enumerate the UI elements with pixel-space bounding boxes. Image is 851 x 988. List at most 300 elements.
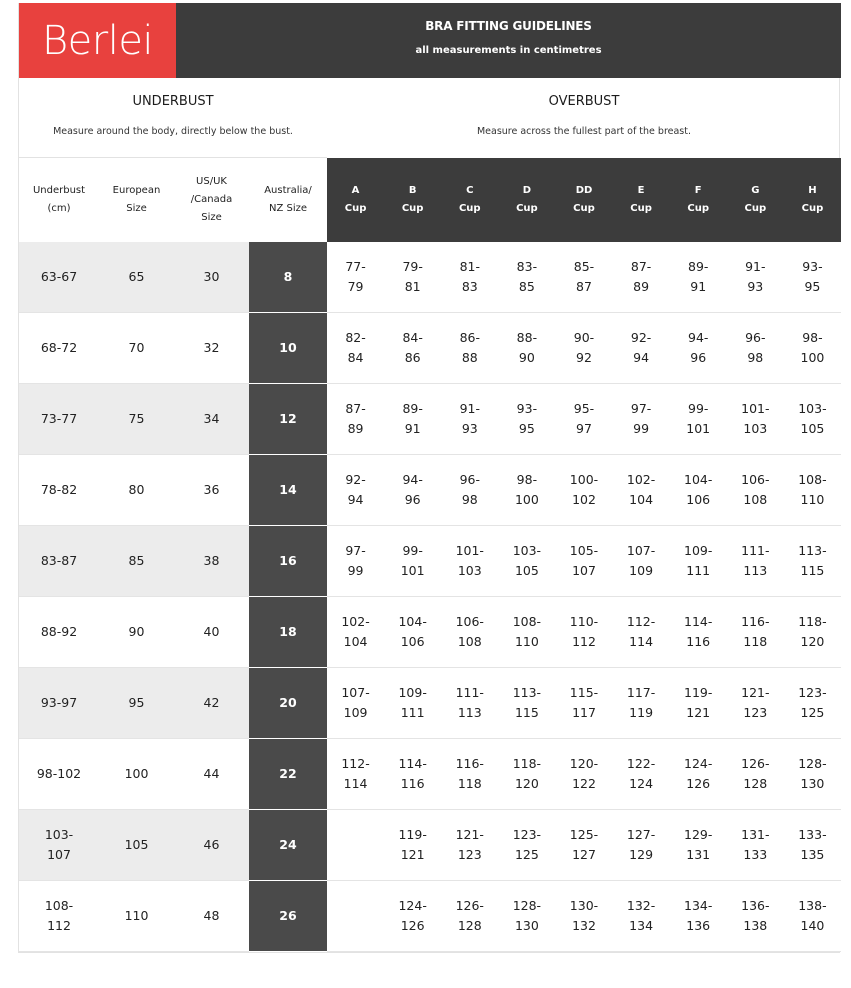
usuk-size-value: 38 (174, 526, 249, 597)
usuk-size-value: 36 (174, 455, 249, 526)
au-nz-size-value: 18 (249, 597, 327, 668)
overbust-range (384, 526, 441, 597)
cell-line: Cup (458, 203, 481, 214)
cell-line: 131 (686, 847, 711, 862)
overbust-range (613, 455, 670, 526)
au-nz-size-value: 26 (249, 881, 327, 952)
cell-line: DD (575, 185, 593, 196)
au-nz-size-value: 20 (249, 668, 327, 739)
cell-line: 116 (686, 634, 711, 649)
cell-line: 101- (741, 401, 770, 416)
cell-line: 108 (743, 492, 768, 507)
cell-line: 117 (572, 705, 596, 720)
cell-line: 123 (457, 847, 482, 862)
overbust-range (327, 668, 384, 739)
usuk-size-value: 46 (174, 810, 249, 881)
cell-line: 115 (800, 563, 825, 578)
cell-line: 135 (800, 847, 825, 862)
cell-line: Cup (744, 203, 767, 214)
cell-line: 93 (747, 279, 764, 294)
cell-line: 123- (798, 685, 827, 700)
cell-line: 118 (457, 776, 482, 791)
cell-line: 120 (800, 634, 825, 649)
cell-line: 89- (688, 259, 709, 274)
cell-line: 108- (512, 614, 542, 629)
overbust-range (670, 242, 727, 313)
cell-line: 94 (347, 492, 364, 507)
overbust-range (727, 384, 784, 455)
cell-line: 98-102 (36, 766, 82, 781)
cell-line: 84- (402, 330, 423, 345)
overbust-range (555, 668, 612, 739)
underbust-value (19, 597, 99, 668)
cell-line: Cup (801, 203, 824, 214)
cell-line: 127 (572, 847, 596, 862)
cell-line: 105 (514, 563, 539, 578)
fitting-guide-frame (18, 3, 840, 953)
overbust-range (784, 739, 841, 810)
cell-line: 98- (516, 472, 538, 487)
cell-line: 113 (743, 563, 768, 578)
size-chart-table (19, 158, 841, 952)
cell-line: 68-72 (40, 340, 78, 355)
cell-line: 138 (743, 918, 768, 933)
cell-line: 129 (629, 847, 654, 862)
cell-line: 63-67 (40, 269, 78, 284)
cell-line: 100 (800, 350, 825, 365)
cell-line: Australia/ (264, 185, 312, 196)
cell-line: 96 (690, 350, 707, 365)
overbust-range (441, 739, 498, 810)
cell-line: 79- (402, 259, 423, 274)
cell-line: 127- (626, 827, 656, 842)
usuk-size-value: 32 (174, 313, 249, 384)
cell-line: 104 (343, 634, 368, 649)
cell-line: 123- (512, 827, 542, 842)
overbust-range (384, 313, 441, 384)
overbust-range (441, 384, 498, 455)
overbust-range (441, 668, 498, 739)
cell-line: 83-87 (40, 553, 78, 568)
overbust-range (613, 810, 670, 881)
overbust-range (327, 384, 384, 455)
cell-line: 118 (743, 634, 768, 649)
overbust-range (613, 313, 670, 384)
european-size-value: 70 (99, 313, 174, 384)
overbust-range (670, 881, 727, 952)
overbust-range (327, 313, 384, 384)
cell-line: 98- (802, 330, 823, 345)
cell-line: 108- (798, 472, 827, 487)
european-size-value: 100 (99, 739, 174, 810)
cell-line: 79 (347, 279, 364, 294)
cell-line: B (408, 185, 417, 196)
overbust-range (670, 668, 727, 739)
cell-line: 103- (798, 401, 827, 416)
cell-line: 120- (569, 756, 599, 771)
european-size-value: 75 (99, 384, 174, 455)
cell-line: D (522, 185, 532, 196)
cell-line: 126 (686, 776, 711, 791)
european-size-value: 105 (99, 810, 174, 881)
european-size-value: 65 (99, 242, 174, 313)
cell-line: 99 (347, 563, 364, 578)
cell-line: 103 (457, 563, 482, 578)
usuk-size-value: 30 (174, 242, 249, 313)
header-cup (498, 158, 555, 242)
overbust-range (327, 810, 384, 881)
cell-line: 128 (457, 918, 482, 933)
overbust-range (784, 455, 841, 526)
overbust-range (441, 597, 498, 668)
cell-line: 85 (518, 279, 535, 294)
cell-line: 90 (518, 350, 535, 365)
cell-line: 125 (800, 705, 825, 720)
overbust-range (498, 455, 555, 526)
cell-line: 129- (684, 827, 713, 842)
cell-line: 106- (741, 472, 770, 487)
cell-line: 102- (341, 614, 370, 629)
guide-header (19, 3, 841, 78)
overbust-range (327, 597, 384, 668)
cell-line: 109 (629, 563, 654, 578)
overbust-range (327, 455, 384, 526)
european-size-value: 80 (99, 455, 174, 526)
cell-line: 82- (345, 330, 366, 345)
cell-line: 112 (572, 634, 596, 649)
cell-line: 85- (573, 259, 595, 274)
cell-line: 130 (514, 918, 539, 933)
cell-line: 132 (572, 918, 596, 933)
overbust-range (441, 313, 498, 384)
cell-line: 102- (626, 472, 656, 487)
overbust-range (784, 668, 841, 739)
underbust-value (19, 526, 99, 597)
cell-line: 121- (455, 827, 484, 842)
cell-line: 100- (569, 472, 599, 487)
overbust-range (555, 597, 612, 668)
cell-line: 113- (798, 543, 827, 558)
au-nz-size-value: 12 (249, 384, 327, 455)
overbust-range (384, 739, 441, 810)
header-european-size (99, 158, 174, 242)
cell-line: 91- (459, 401, 480, 416)
header-cup (555, 158, 612, 242)
usuk-size-value: 42 (174, 668, 249, 739)
overbust-range (555, 455, 612, 526)
overbust-range (727, 526, 784, 597)
cell-line: 103- (512, 543, 542, 558)
cell-line: 84 (347, 350, 364, 365)
cell-line: 93 (461, 421, 478, 436)
overbust-range (727, 668, 784, 739)
cell-line: 91 (404, 421, 421, 436)
cell-line: 121 (686, 705, 711, 720)
overbust-range (670, 739, 727, 810)
cell-line: 101 (686, 421, 711, 436)
cell-line: F (694, 185, 702, 196)
overbust-range (613, 739, 670, 810)
cell-line: 112- (626, 614, 656, 629)
cell-line: 120 (514, 776, 539, 791)
cell-line: 99 (633, 421, 650, 436)
au-nz-size-value: 22 (249, 739, 327, 810)
cell-line: 119- (684, 685, 713, 700)
cell-line: 140 (800, 918, 825, 933)
overbust-range (384, 810, 441, 881)
overbust-range (498, 881, 555, 952)
cell-line: 87- (630, 259, 652, 274)
cell-line: 104- (398, 614, 427, 629)
cell-line: 103- (44, 827, 74, 842)
usuk-size-value: 40 (174, 597, 249, 668)
cell-line: Underbust (32, 185, 86, 196)
overbust-description: Measure across the fullest part of the breast. (476, 126, 692, 137)
cell-line: 113 (457, 705, 482, 720)
overbust-range (613, 526, 670, 597)
overbust-range (613, 668, 670, 739)
cell-line: 93- (802, 259, 823, 274)
cell-line: 111 (400, 705, 425, 720)
overbust-range (498, 384, 555, 455)
overbust-range (498, 739, 555, 810)
overbust-range (784, 313, 841, 384)
cell-line: 119 (629, 705, 654, 720)
cell-line: 125 (514, 847, 539, 862)
cell-line: 77- (345, 259, 366, 274)
overbust-range (327, 881, 384, 952)
cell-line: Cup (516, 203, 538, 214)
overbust-range (784, 597, 841, 668)
header-cup (670, 158, 727, 242)
overbust-range (384, 384, 441, 455)
cell-line: 96- (745, 330, 766, 345)
overbust-range (555, 739, 612, 810)
cell-line: H (808, 185, 817, 196)
cell-line: 132- (626, 898, 656, 913)
cell-line: G (751, 185, 760, 196)
cell-line: 92- (345, 472, 366, 487)
cell-line: 133 (743, 847, 768, 862)
header-cup (727, 158, 784, 242)
cell-line: 88- (516, 330, 538, 345)
overbust-range (727, 242, 784, 313)
cell-line: 107- (341, 685, 370, 700)
cell-line: 108- (44, 898, 74, 913)
overbust-range (498, 526, 555, 597)
cell-line: 111- (741, 543, 770, 558)
cell-line: 94- (402, 472, 423, 487)
european-size-value: 95 (99, 668, 174, 739)
cell-line: 130- (569, 898, 599, 913)
cell-line: 91 (690, 279, 707, 294)
cell-line: Cup (630, 203, 652, 214)
overbust-range (384, 881, 441, 952)
cell-line: 97- (345, 543, 366, 558)
cell-line: 100 (514, 492, 539, 507)
cell-line: 116- (455, 756, 484, 771)
overbust-range (555, 526, 612, 597)
cell-line: European (112, 185, 161, 196)
cell-line: 106 (400, 634, 425, 649)
cell-line: /Canada (190, 194, 233, 205)
cell-line: 122- (626, 756, 656, 771)
cell-line: 96 (404, 492, 421, 507)
cell-line: 133- (798, 827, 827, 842)
cell-line: 115 (514, 705, 539, 720)
au-nz-size-value: 14 (249, 455, 327, 526)
cell-line: 113- (512, 685, 542, 700)
cell-line: 105- (569, 543, 599, 558)
cell-line: 110 (800, 492, 825, 507)
cell-line: 108 (457, 634, 482, 649)
overbust-range (613, 242, 670, 313)
underbust-value (19, 881, 99, 952)
overbust-range (498, 668, 555, 739)
cell-line: 114- (684, 614, 713, 629)
cell-line: 94- (688, 330, 709, 345)
overbust-range (727, 597, 784, 668)
overbust-range (498, 242, 555, 313)
overbust-range (727, 313, 784, 384)
overbust-range (670, 597, 727, 668)
cell-line: 118- (798, 614, 827, 629)
overbust-range (555, 313, 612, 384)
overbust-range (670, 810, 727, 881)
header-cup (441, 158, 498, 242)
cell-line: 107- (626, 543, 656, 558)
cell-line: C (466, 185, 474, 196)
au-nz-size-value: 10 (249, 313, 327, 384)
cell-line: 78-82 (40, 482, 78, 497)
cell-line: 112 (47, 918, 71, 933)
cell-line: 101 (400, 563, 425, 578)
overbust-range (327, 526, 384, 597)
overbust-range (327, 739, 384, 810)
underbust-description: Measure around the body, directly below the bust. (53, 126, 293, 137)
cell-line: 117- (626, 685, 656, 700)
underbust-value (19, 242, 99, 313)
cell-line: 114 (629, 634, 654, 649)
underbust-value (19, 739, 99, 810)
underbust-title: UNDERBUST (132, 94, 214, 109)
usuk-size-value: 48 (174, 881, 249, 952)
usuk-size-value: 44 (174, 739, 249, 810)
cell-line: 86 (404, 350, 421, 365)
overbust-range (498, 597, 555, 668)
cell-line: 126- (455, 898, 484, 913)
au-nz-size-value: 16 (249, 526, 327, 597)
cell-line: 81 (404, 279, 421, 294)
cell-line: 98 (461, 492, 478, 507)
overbust-range (441, 242, 498, 313)
cell-line: 115- (569, 685, 599, 700)
overbust-range (384, 242, 441, 313)
cell-line: 136- (741, 898, 770, 913)
overbust-range (441, 526, 498, 597)
cell-line: 104- (684, 472, 713, 487)
overbust-range (384, 455, 441, 526)
european-size-value: 90 (99, 597, 174, 668)
overbust-range (670, 526, 727, 597)
cell-line: 81- (459, 259, 480, 274)
cell-line: 128- (798, 756, 827, 771)
cell-line: US/UK (196, 176, 227, 187)
cell-line: 99- (688, 401, 709, 416)
cell-line: 107 (572, 563, 596, 578)
cell-line: 93-97 (40, 695, 78, 710)
cell-line: A (351, 185, 360, 196)
header-cup (327, 158, 384, 242)
cell-line: 104 (629, 492, 654, 507)
header-au-nz-size (249, 158, 327, 242)
underbust-value (19, 384, 99, 455)
cell-line: 110 (514, 634, 539, 649)
cell-line: Size (201, 212, 222, 223)
cell-line: Size (126, 203, 147, 214)
cell-line: 136 (686, 918, 711, 933)
cell-line: 97- (630, 401, 652, 416)
cell-line: 91- (745, 259, 766, 274)
overbust-title: OVERBUST (548, 94, 620, 109)
overbust-range (555, 881, 612, 952)
cell-line: 124 (629, 776, 654, 791)
header-cup (384, 158, 441, 242)
cell-line: 106- (455, 614, 484, 629)
header-usuk-size (174, 158, 249, 242)
overbust-range (498, 810, 555, 881)
cell-line: 125- (569, 827, 599, 842)
cell-line: 126 (400, 918, 425, 933)
cell-line: 116 (400, 776, 425, 791)
cell-line: 92- (630, 330, 652, 345)
cell-line: 131- (741, 827, 770, 842)
overbust-range (327, 242, 384, 313)
european-size-value: 110 (99, 881, 174, 952)
european-size-value: 85 (99, 526, 174, 597)
overbust-range (727, 810, 784, 881)
header-underbust (19, 158, 99, 242)
underbust-value (19, 455, 99, 526)
overbust-range (727, 881, 784, 952)
overbust-range (441, 881, 498, 952)
cell-line: 88-92 (40, 624, 78, 639)
cell-line: 119- (398, 827, 427, 842)
cell-line: 98 (747, 350, 764, 365)
overbust-range (555, 242, 612, 313)
overbust-range (727, 455, 784, 526)
cell-line: 121- (741, 685, 770, 700)
header-cup (613, 158, 670, 242)
cell-line: 109- (398, 685, 427, 700)
overbust-range (613, 384, 670, 455)
cell-line: 116- (741, 614, 770, 629)
overbust-range (670, 384, 727, 455)
cell-line: 111- (455, 685, 484, 700)
cell-line: Cup (687, 203, 710, 214)
overbust-range (441, 455, 498, 526)
cell-line: 128- (512, 898, 542, 913)
cell-line: 114 (343, 776, 368, 791)
cell-line: 94 (633, 350, 650, 365)
cell-line: 99- (402, 543, 423, 558)
cell-line: 97 (576, 421, 592, 436)
usuk-size-value: 34 (174, 384, 249, 455)
cell-line: 124- (398, 898, 427, 913)
cell-line: E (637, 185, 645, 196)
cell-line: Cup (344, 203, 367, 214)
cell-line: 103 (743, 421, 768, 436)
